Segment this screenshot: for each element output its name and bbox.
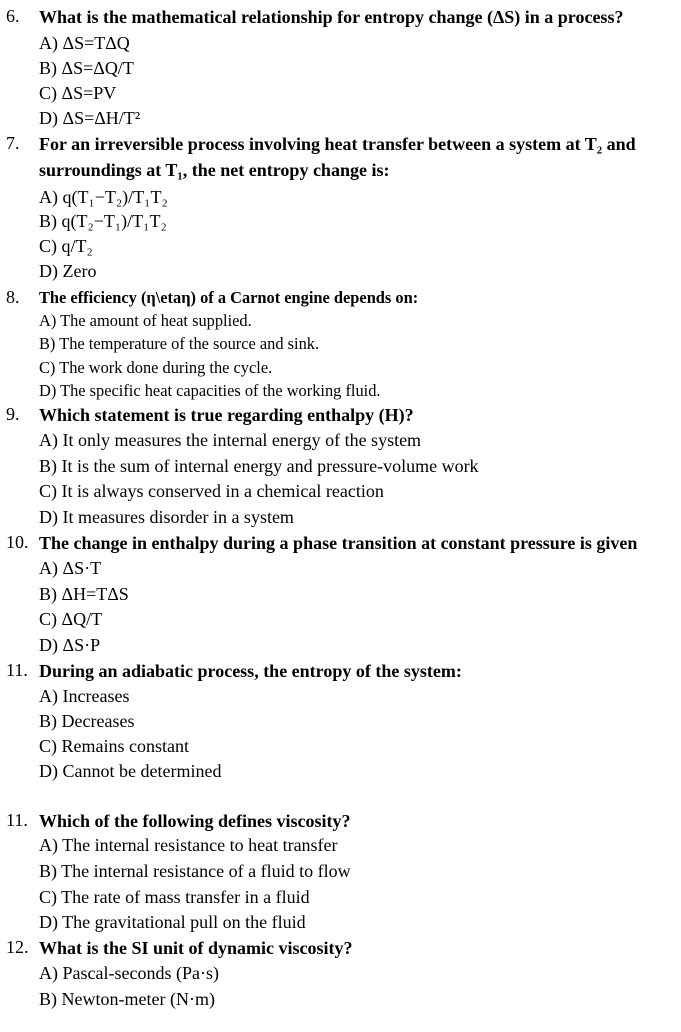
question-text: What is the mathematical relationship for entropy change (ΔS) in a process? [39,7,624,27]
question-text: Which statement is true regarding enthalpy (H)? [39,405,414,425]
question-text: What is the SI unit of dynamic viscosity? [39,938,353,958]
question-number: 6. [6,6,20,26]
option-b: B) Newton-meter (N·m) [39,989,215,1009]
option-a: A) q(T₁−T₂)/T₁T₂ [39,187,168,207]
question-text: During an adiabatic process, the entropy of the system: [39,661,462,681]
question-number: 12. [6,937,29,957]
question-number: 7. [6,133,20,153]
question-number: 10. [6,532,29,552]
option-a: A) Increases [39,686,130,706]
option-b: B) The temperature of the source and sink. [39,334,320,353]
option-d: D) ΔS·P [39,635,101,655]
option-d: D) It measures disorder in a system [39,507,294,527]
option-a: A) Pascal-seconds (Pa·s) [39,963,219,983]
question-number: 9. [6,404,20,424]
option-c: C) The rate of mass transfer in a fluid [39,887,310,907]
option-b: B) ΔS=ΔQ/T [39,58,134,78]
question-text: The change in enthalpy during a phase transition at constant pressure is given [39,533,638,553]
option-d: D) The gravitational pull on the fluid [39,912,306,932]
option-d: D) ΔS=ΔH/T² [39,108,141,128]
question-number: 11. [6,810,28,830]
question-text: The efficiency (η\etaη) of a Carnot engine depends on: [39,288,419,307]
option-b: B) q(T₂−T₁)/T₁T₂ [39,211,167,231]
option-c: C) Remains constant [39,736,189,756]
option-b: B) It is the sum of internal energy and pressure-volume work [39,456,479,476]
question-text: For an irreversible process involving heat transfer between a system at T₂ and surroundings at T₁, the net entropy change is: [39,134,636,180]
option-a: A) The amount of heat supplied. [39,311,252,330]
question-text: Which of the following defines viscosity? [39,811,351,831]
option-c: C) The work done during the cycle. [39,358,273,377]
question-number: 11. [6,660,28,680]
option-c: C) ΔS=PV [39,83,117,103]
option-b: B) ΔH=TΔS [39,584,129,604]
option-a: A) The internal resistance to heat transfer [39,835,338,855]
option-c: C) ΔQ/T [39,609,103,629]
question-number: 8. [6,287,20,307]
option-a: A) It only measures the internal energy of the system [39,430,422,450]
option-d: D) The specific heat capacities of the working fluid. [39,381,381,400]
option-d: D) Zero [39,261,97,281]
option-c: C) It is always conserved in a chemical reaction [39,481,384,501]
option-a: A) ΔS·T [39,558,102,578]
option-d: D) Cannot be determined [39,761,222,781]
option-b: B) The internal resistance of a fluid to flow [39,861,351,881]
option-c: C) q/T₂ [39,236,93,256]
option-b: B) Decreases [39,711,135,731]
option-a: A) ΔS=TΔQ [39,33,130,53]
